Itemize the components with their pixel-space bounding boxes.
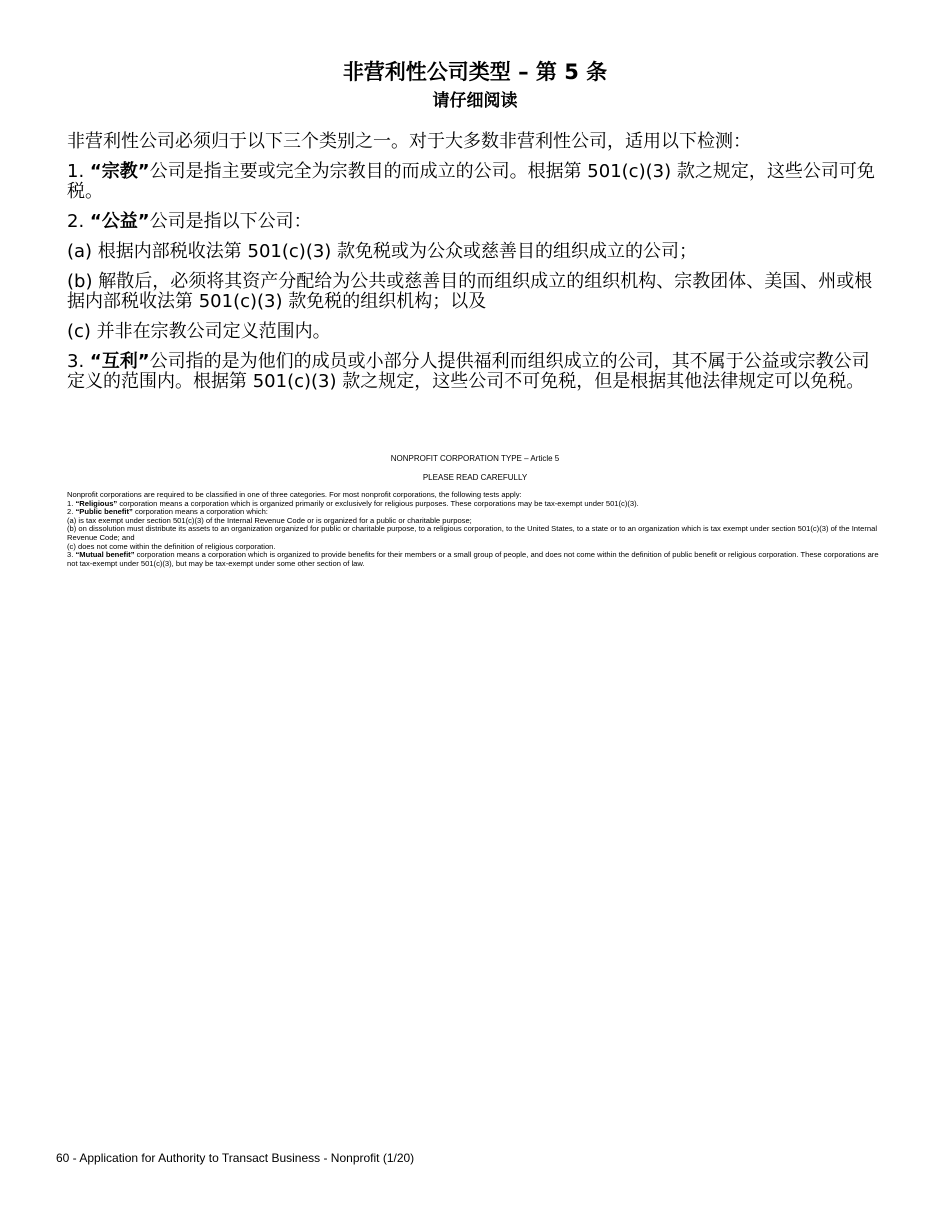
english-intro: Nonprofit corporations are required to be classified in one of three categories. For most nonprofit corporations, the following tests apply:	[67, 490, 522, 499]
item-text: 公司指的是为他们的成员或小部分人提供福利而组织成立的公司，其不属于公益或宗教公司定义的范围内。根据第 501(c)(3) 款之规定，这些公司不可免税，但是根据其他法律规定可以免税。	[67, 351, 870, 392]
page-footer: 60 - Application for Authority to Transact Business - Nonprofit (1/20)	[56, 1151, 415, 1165]
term-public-benefit-en: “Public benefit”	[75, 507, 133, 517]
item-number: 2.	[67, 211, 90, 232]
item-text: 公司是指以下公司：	[149, 211, 312, 232]
item-text: corporation means a corporation which is organized primarily or exclusively for religious purposes. These corporations may be tax-exempt under 501(c)(3).	[117, 498, 639, 508]
intro-paragraph: 非营利性公司必须归于以下三个类别之一。对于大多数非营利性公司，适用以下检测：	[67, 131, 751, 152]
item-2b: (b) 解散后，必须将其资产分配给为公共或慈善目的而组织成立的组织机构、宗教团体、美国、州或根据内部税收法第 501(c)(3) 款免税的组织机构；以及	[67, 271, 873, 312]
item-number: 3.	[67, 351, 90, 372]
item-number: 3.	[67, 550, 76, 560]
item-religious	[67, 162, 887, 202]
term-religious-en: “Religious”	[75, 498, 118, 508]
item-number: 1.	[67, 498, 76, 508]
page-title: 非营利性公司类型 – 第 5 条	[342, 60, 608, 84]
chinese-body	[67, 132, 887, 402]
item-2c: (c) 并非在宗教公司定义范围内。	[67, 321, 331, 342]
item-number: 1.	[67, 161, 90, 182]
term-religious: “宗教”	[89, 161, 150, 182]
item-text: corporation means a corporation which:	[132, 507, 268, 517]
english-item-2b: (b) on dissolution must distribute its assets to an organization organized for public or charitable purpose, to a religious corporation, to the United States, to a state or to an organization which is tax exempt under section 501(c)(3) of the Internal Revenue Code; and	[67, 524, 878, 542]
english-title: NONPROFIT CORPORATION TYPE – Article 5	[390, 454, 560, 463]
page-subtitle: 请仔细阅读	[432, 91, 518, 111]
english-item-2a: (a) is tax exempt under section 501(c)(3) of the Internal Revenue Code or is organized for a public or charitable purpose;	[67, 515, 472, 525]
english-body	[67, 491, 885, 568]
english-subtitle: PLEASE READ CAREFULLY	[422, 473, 528, 482]
item-public-benefit	[67, 212, 887, 232]
english-item-mutual-benefit	[67, 551, 885, 568]
term-mutual-benefit-en: “Mutual benefit”	[75, 550, 135, 560]
item-text: corporation means a corporation which is organized to provide benefits for their members or a small group of people, and does not come within the definition of public benefit or religious corporation. These corporations are not tax-exempt under 501(c)(3), but may be tax-exempt under some other section of law.	[67, 550, 879, 568]
item-2a: (a) 根据内部税收法第 501(c)(3) 款免税或为公众或慈善目的组织成立的公司；	[67, 241, 698, 262]
term-mutual-benefit: “互利”	[89, 351, 150, 372]
item-number: 2.	[67, 507, 76, 517]
item-mutual-benefit	[67, 352, 887, 392]
english-item-2c: (c) does not come within the definition of religious corporation.	[67, 541, 276, 551]
term-public-benefit: “公益”	[89, 211, 150, 232]
item-text: 公司是指主要或完全为宗教目的而成立的公司。根据第 501(c)(3) 款之规定，这些公司可免税。	[67, 161, 875, 202]
